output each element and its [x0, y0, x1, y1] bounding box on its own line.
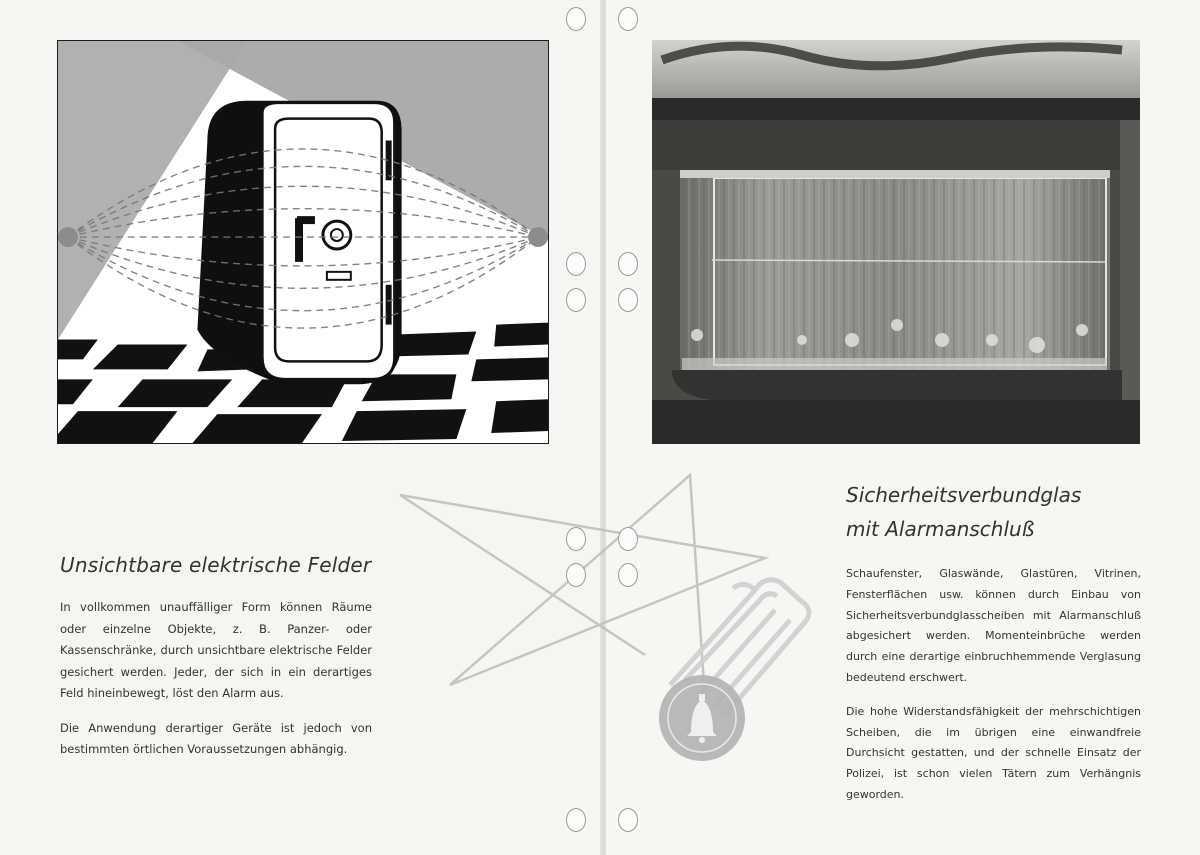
right-heading-line-1: Sicherheitsverbundglas [846, 483, 1082, 507]
binder-hole [566, 7, 586, 31]
right-body-text [846, 564, 1141, 819]
left-body-text [60, 597, 372, 774]
binder-hole [618, 808, 638, 832]
right-paragraph-2: Die hohe Widerstandsfähigkeit der mehrschichtigen Scheiben, die im übrigen eine einwandfreie Durchsicht gestatten, und der schnelle Einsatz der Polizei, ist schon vielen Tätern zum Verhängnis geworden. [846, 704, 1141, 801]
binder-hole [618, 252, 638, 276]
left-paragraph-2: Die Anwendung derartiger Geräte ist jedoch von bestimmten örtlichen Voraussetzungen abhängig. [60, 720, 372, 756]
right-paragraph-1: Schaufenster, Glaswände, Glastüren, Vitrinen, Fensterflächen usw. können durch Einbau von Sicherheitsverbundglasscheiben mit Alarmanschluß abgesichert werden. Momenteinbrüche werden durch eine derartige einbruchhemmende Verglasung bedeutend erschwert. [846, 567, 1141, 684]
left-paragraph-1: In vollkommen unauffälliger Form können Räume oder einzelne Objekte, z. B. Panzer- oder Kassenschränke, durch unsichtbare elektrische Felder gesichert werden. Jeder, der sich in ein derartiges Feld hineinbewegt, löst den Alarm aus. [60, 600, 372, 700]
binder-hole [566, 527, 586, 551]
right-heading [846, 478, 1166, 546]
shop-window-photo [652, 40, 1140, 444]
binder-hole [618, 288, 638, 312]
shop-window-drawing [652, 40, 1140, 444]
binder-hole [566, 563, 586, 587]
safe-illustration [57, 40, 549, 444]
binder-hole [566, 808, 586, 832]
left-heading: Unsichtbare elektrische Felder [60, 553, 372, 577]
safe-field-drawing [58, 41, 548, 443]
right-page [606, 0, 1200, 855]
binder-hole [618, 527, 638, 551]
binder-hole [566, 288, 586, 312]
binder-hole [618, 563, 638, 587]
binder-hole [566, 252, 586, 276]
field-emitter-icon [58, 227, 78, 247]
binder-hole [618, 7, 638, 31]
right-heading-line-2: mit Alarmanschluß [846, 517, 1035, 541]
